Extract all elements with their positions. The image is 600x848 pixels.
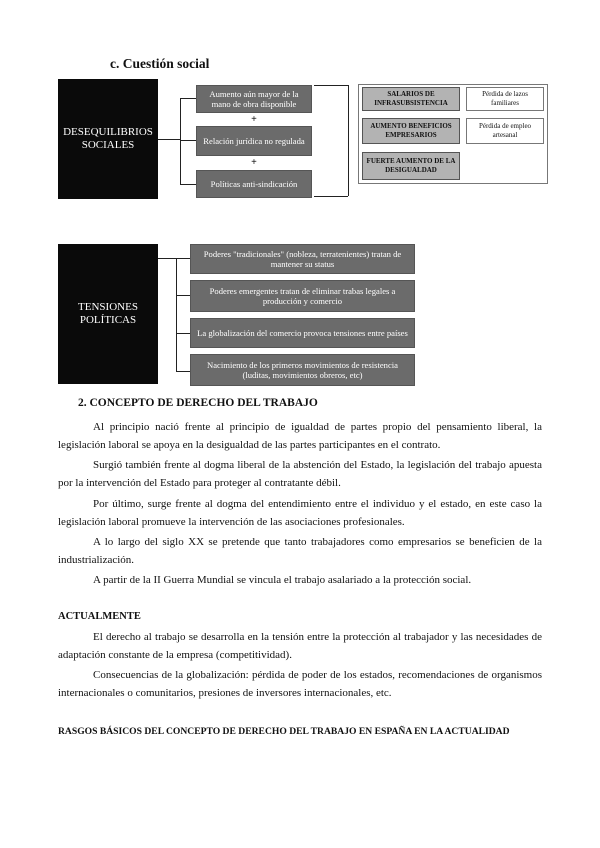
tension-item-1: Poderes "tradicionales" (nobleza, terratenientes) tratan de mantener su status [190, 244, 415, 274]
paragraph: A lo largo del siglo XX se pretende que tanto trabajadores como empresarios se beneficien de la industrialización. [58, 536, 542, 566]
connector-line [158, 258, 178, 259]
connector-line [180, 98, 181, 184]
desequilibrios-box [58, 79, 158, 199]
connector-line [158, 139, 180, 140]
tension-item-4: Nacimiento de los primeros movimientos de resistencia (luditas, movimientos obreros, etc) [190, 354, 415, 386]
paragraph: Por último, surge frente al dogma del entendimiento entre el individuo y el estado, en este caso la legislación laboral promueve la intervención de las asociaciones profesionales. [58, 498, 542, 528]
result-lazos: Pérdida de lazos familiares [466, 87, 544, 111]
connector-line [180, 98, 196, 99]
connector-line [176, 258, 190, 259]
paragraph: Surgió también frente al dogma liberal de la abstención del Estado, la legislación del trabajo apuesta por la intervención del Estado para proteger al contratante débil. [58, 459, 542, 489]
connector-line [176, 295, 190, 296]
connector-line [180, 184, 196, 185]
paragraph: Consecuencias de la globalización: pérdida de poder de los estados, recomendaciones de organismos internacionales o comunitarios, presiones de inversores internacionales, etc. [58, 669, 542, 699]
result-desigualdad: FUERTE AUMENTO DE LA DESIGUALDAD [362, 152, 460, 180]
paragraph: A partir de la II Guerra Mundial se vincula el trabajo asalariado a la protección social. [93, 574, 472, 586]
desequilibrio-item-1: Aumento aún mayor de la mano de obra disponible [196, 85, 312, 113]
paragraph: Al principio nació frente al principio de igualdad de partes propio del pensamiento liberal, la legislación laboral se apoya en la desigualdad de las partes participantes en el contrato. [58, 421, 542, 451]
section-2-title: 2. CONCEPTO DE DERECHO DEL TRABAJO [78, 397, 318, 409]
result-salarios: SALARIOS DE INFRASUBSISTENCIA [362, 87, 460, 111]
plus-sign: + [251, 114, 257, 125]
rasgos-title: RASGOS BÁSICOS DEL CONCEPTO DE DERECHO DEL TRABAJO EN ESPAÑA EN LA ACTUALIDAD [58, 726, 510, 737]
connector-line [176, 258, 177, 372]
desequilibrio-item-2: Relación jurídica no regulada [196, 126, 312, 156]
tension-item-3: La globalización del comercio provoca tensiones entre países [190, 318, 415, 348]
connector-line [176, 333, 190, 334]
tensiones-label: TENSIONES POLÍTICAS [78, 301, 138, 326]
bracket-line [314, 196, 348, 197]
bracket-line [348, 85, 349, 196]
paragraph: El derecho al trabajo se desarrolla en la tensión entre la protección al trabajador y las necesidades de adaptación constante de la empresa (competitividad). [58, 631, 542, 661]
tensiones-box [58, 244, 158, 384]
desequilibrio-item-3: Políticas anti-sindicación [196, 170, 312, 198]
actualmente-title: ACTUALMENTE [58, 611, 141, 622]
connector-line [180, 140, 196, 141]
section-c-title: c. Cuestión social [110, 56, 210, 71]
result-beneficios: AUMENTO BENEFICIOS EMPRESARIOS [362, 118, 460, 144]
connector-line [176, 371, 190, 372]
desequilibrios-label: DESEQUILIBRIOS SOCIALES [63, 126, 153, 151]
bracket-line [314, 85, 348, 86]
tension-item-2: Poderes emergentes tratan de eliminar trabas legales a producción y comercio [190, 280, 415, 312]
result-empleo: Pérdida de empleo artesanal [466, 118, 544, 144]
plus-sign: + [251, 157, 257, 168]
